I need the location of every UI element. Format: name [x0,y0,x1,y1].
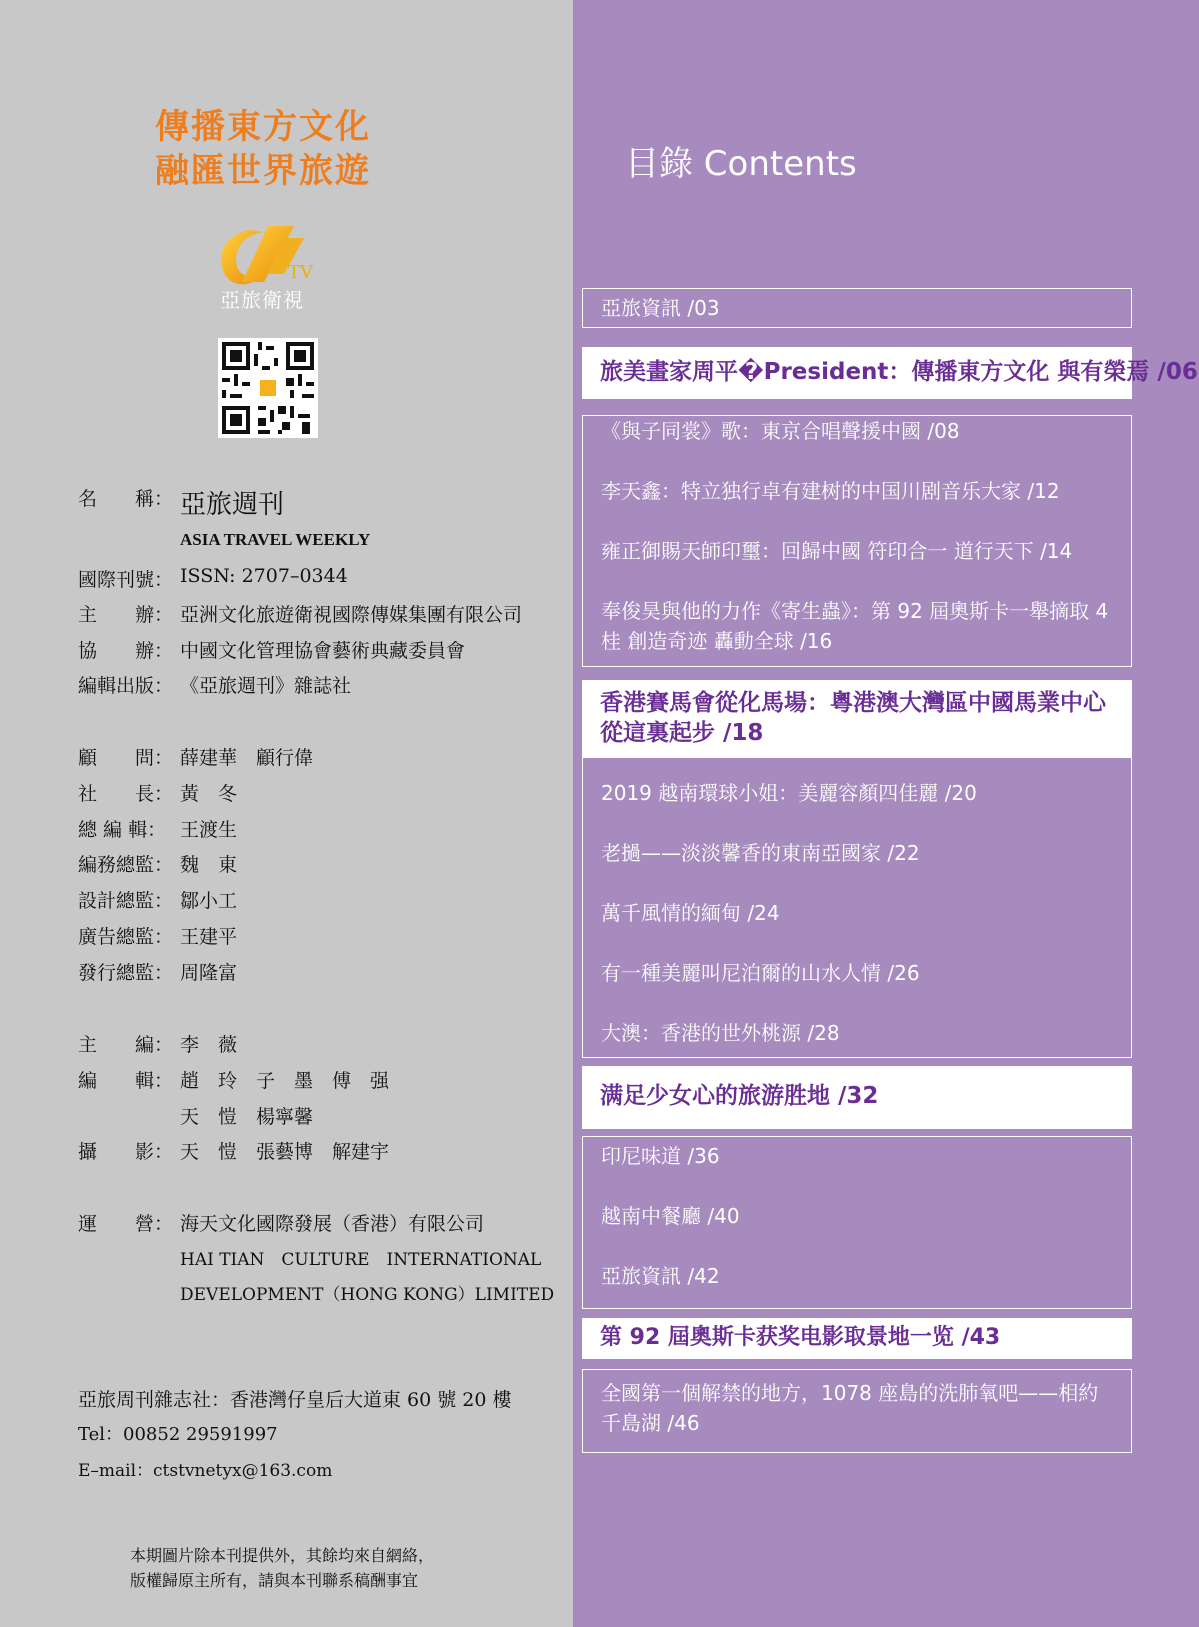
issn-label: 國際刊號： [78,569,174,591]
masthead-row-editors [78,1066,389,1093]
toc-item[interactable]: 有一種美麗叫尼泊爾的山水人情 /26 [601,961,920,985]
photo-value: 天 愷 張藝博 解建宇 [180,1141,390,1163]
toc-group-2 [582,415,1132,667]
email: E–mail：ctstvnetyx@163.com [78,1461,333,1481]
masthead-row-editors-2 [180,1102,313,1129]
masthead-row-design-director [78,886,237,913]
toc-item[interactable]: 李天鑫：特立独行卓有建树的中国川剧音乐大家 /12 [601,479,1060,503]
name-en: ASIA TRAVEL WEEKLY [180,530,371,549]
masthead-row-operator [78,1209,484,1236]
toc-group-4 [582,1136,1132,1309]
host-value: 亞洲文化旅遊衛視國際傳媒集團有限公司 [180,604,523,626]
qr-code-icon [218,338,318,438]
slogan [155,105,371,193]
contents-title: 目錄 Contents [625,144,857,184]
design-director-value: 鄒小工 [180,890,238,912]
copyright-notice [130,1543,434,1593]
tel: Tel：00852 29591997 [78,1424,278,1445]
toc-feature-1 [582,347,1198,399]
toc-item[interactable]: 越南中餐廳 /40 [601,1204,740,1228]
masthead-row-host [78,600,522,627]
host-label: 主 辦： [78,604,174,626]
masthead-row-operator-en-1 [180,1245,541,1270]
masthead-row-name-en [180,530,370,550]
logo-name: 亞旅衛視 [220,288,304,312]
issn-value: ISSN: 2707–0344 [180,565,348,587]
toc-item[interactable]: 萬千風情的緬甸 /24 [601,901,780,925]
editor-value: 李 薇 [180,1034,238,1056]
editorial-director-label: 編務總監： [78,854,174,876]
operator-label: 運 營： [78,1213,174,1235]
toc-item[interactable]: 老撾——淡淡馨香的東南亞國家 /22 [601,841,920,865]
editorial-director-value: 魏 東 [180,854,238,876]
editors-value-2: 天 愷 楊寧馨 [180,1106,314,1128]
notice-line-2: 版權歸原主所有，請與本刊聯系稿酬事宜 [130,1571,419,1590]
operator-en-2: DEVELOPMENT（HONG KONG）LIMITED [180,1285,555,1305]
masthead-row-cohost [78,636,465,663]
cohost-value: 中國文化管理協會藝術典藏委員會 [180,640,466,662]
slogan-line-2: 融匯世界旅遊 [155,151,371,191]
editors-label: 編 輯： [78,1070,174,1092]
toc-item[interactable]: 印尼味道 /36 [601,1144,720,1168]
toc-feature-3 [582,1066,1132,1129]
chief-editor-value: 王渡生 [180,819,238,841]
chief-editor-label: 總 編 輯： [78,819,167,841]
toc-item[interactable]: 亞旅資訊 /42 [601,1264,720,1288]
president-label: 社 長： [78,783,174,805]
toc-item[interactable]: 旅美畫家周平�President：傳播東方文化 與有榮焉 /06 [600,359,1198,385]
toc-item[interactable]: 奉俊昊與他的力作《寄生蟲》：第 92 屆奧斯卡一舉摘取 4 桂 創造奇迹 轟動全球 /16 [601,599,1109,653]
notice-line-1: 本期圖片除本刊提供外，其餘均來自網絡， [130,1546,435,1565]
toc-item[interactable]: 《與子同裳》歌：東京合唱聲援中國 /08 [601,419,960,443]
name-label: 名 稱： [78,488,174,510]
ad-director-label: 廣告總監： [78,926,174,948]
toc-group-5 [582,1369,1132,1453]
editor-label: 主 編： [78,1034,174,1056]
photo-label: 攝 影： [78,1141,174,1163]
address: 亞旅周刊雜志社：香港灣仔皇后大道東 60 號 20 樓 [78,1389,512,1411]
toc-group-3 [582,758,1132,1058]
toc-feature-2 [582,680,1132,758]
masthead-row-ad-director [78,922,237,949]
toc-item[interactable]: 香港賽馬會從化馬場：粵港澳大灣區中國馬業中心從這裏起步 /18 [600,690,1106,746]
masthead-row-operator-en-2 [180,1280,554,1305]
masthead-row-editorial-director [78,850,237,877]
editors-value-1: 趙 玲 子 墨 傅 强 [180,1070,390,1092]
masthead-row-chief-editor [78,815,237,842]
slogan-line-1: 傳播東方文化 [155,107,371,147]
president-value: 黃 冬 [180,783,238,805]
masthead-row-issn [78,565,348,592]
cohost-label: 協 辦： [78,640,174,662]
ad-director-value: 王建平 [180,926,238,948]
masthead-row-distribution-director [78,958,237,985]
masthead-row-photo [78,1137,389,1164]
toc-item[interactable]: 大澳：香港的世外桃源 /28 [601,1021,840,1045]
advisor-label: 顧 問： [78,747,174,769]
toc-item[interactable]: 亞旅資訊 /03 [601,296,720,320]
masthead-row-editor [78,1030,237,1057]
toc-feature-4 [582,1318,1132,1359]
masthead-row-publisher [78,671,351,698]
publisher-value: 《亞旅週刊》雜誌社 [180,675,352,697]
toc-item[interactable]: 全國第一個解禁的地方，1078 座島的洗肺氧吧——相約千島湖 /46 [601,1381,1099,1435]
name-value: 亞旅週刊 [180,490,285,520]
masthead-row-advisor [78,743,313,770]
design-director-label: 設計總監： [78,890,174,912]
publisher-label: 編輯出版： [78,675,174,697]
toc-group-1 [582,288,1132,328]
toc-item[interactable]: 满足少女心的旅游胜地 /32 [600,1083,879,1109]
masthead-row-name [78,484,284,521]
advisor-value: 薛建華 顧行偉 [180,747,314,769]
distribution-director-value: 周隆富 [180,962,238,984]
toc-item[interactable]: 雍正御賜天師印璽：回歸中國 符印合一 道行天下 /14 [601,539,1073,563]
toc-item[interactable]: 第 92 屆奧斯卡获奖电影取景地一览 /43 [600,1325,1001,1350]
masthead-row-president [78,779,237,806]
logo-letters: TV [288,262,314,283]
operator-value: 海天文化國際發展（香港）有限公司 [180,1213,485,1235]
toc-item[interactable]: 2019 越南環球小姐：美麗容顏四佳麗 /20 [601,781,977,805]
operator-en-1: HAI TIAN CULTURE INTERNATIONAL [180,1250,542,1270]
distribution-director-label: 發行總監： [78,962,174,984]
